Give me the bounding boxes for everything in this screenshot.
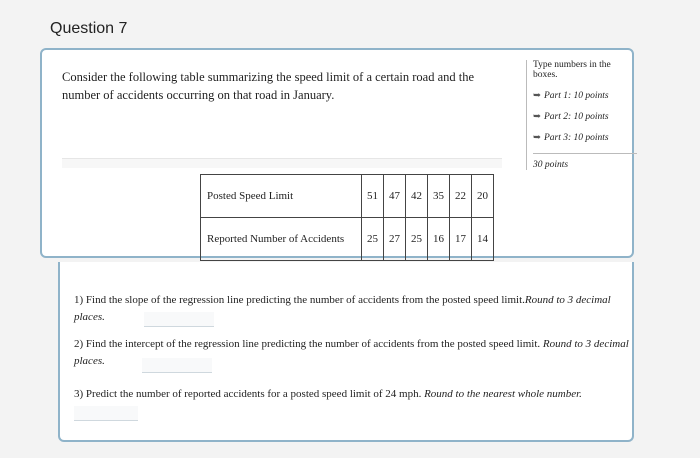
total-points: 30 points	[533, 153, 637, 170]
question-prompt: Consider the following table summarizing the speed limit of a certain road and the number of accidents occurring on that road in January.	[62, 70, 475, 102]
table-cell: 35	[428, 175, 450, 218]
question-3-note: Round to the nearest whole number.	[424, 388, 582, 400]
table-cell: 25	[362, 218, 384, 261]
table-cell: 27	[384, 218, 406, 261]
points-sidebar	[526, 60, 637, 170]
question-1-note: Round to 3 decimal places.	[74, 294, 611, 323]
part-1-label: Part 1: 10 points	[543, 91, 609, 101]
table-cell: 16	[428, 218, 450, 261]
table-cell: 51	[362, 175, 384, 218]
part-2-points	[533, 111, 637, 122]
table-cell: 14	[472, 218, 494, 261]
part-1-points	[533, 90, 637, 101]
row-label: Posted Speed Limit	[201, 175, 362, 218]
answer-1-input[interactable]	[144, 312, 214, 327]
question-2-note: Round to 3 decimal places.	[74, 338, 629, 367]
answer-3-input[interactable]	[74, 406, 138, 421]
arrow-icon: ➥	[533, 91, 541, 101]
question-title: Question 7	[50, 20, 128, 37]
answer-2-input[interactable]	[142, 358, 212, 373]
arrow-icon: ➥	[533, 133, 541, 143]
question-3	[74, 386, 634, 403]
table-cell: 42	[406, 175, 428, 218]
row-label: Reported Number of Accidents	[201, 218, 362, 261]
question-1-text: 1) Find the slope of the regression line predicting the number of accidents from the posted speed limit.	[74, 294, 525, 306]
table-cell: 22	[450, 175, 472, 218]
answers-card	[58, 262, 634, 442]
part-3-points	[533, 132, 637, 143]
table-row	[201, 218, 494, 261]
table-cell: 47	[384, 175, 406, 218]
arrow-icon: ➥	[533, 112, 541, 122]
table-cell: 25	[406, 218, 428, 261]
question-3-text: 3) Predict the number of reported accidents for a posted speed limit of 24 mph.	[74, 388, 422, 400]
part-3-label: Part 3: 10 points	[543, 133, 609, 143]
table-cell: 20	[472, 175, 494, 218]
question-card	[40, 48, 634, 258]
question-2-text: 2) Find the intercept of the regression line predicting the number of accidents from the posted speed limit.	[74, 338, 541, 350]
divider	[62, 158, 502, 168]
sidebar-header: Type numbers in the boxes.	[533, 60, 611, 80]
data-table	[200, 174, 494, 261]
table-cell: 17	[450, 218, 472, 261]
table-row	[201, 175, 494, 218]
part-2-label: Part 2: 10 points	[543, 112, 609, 122]
